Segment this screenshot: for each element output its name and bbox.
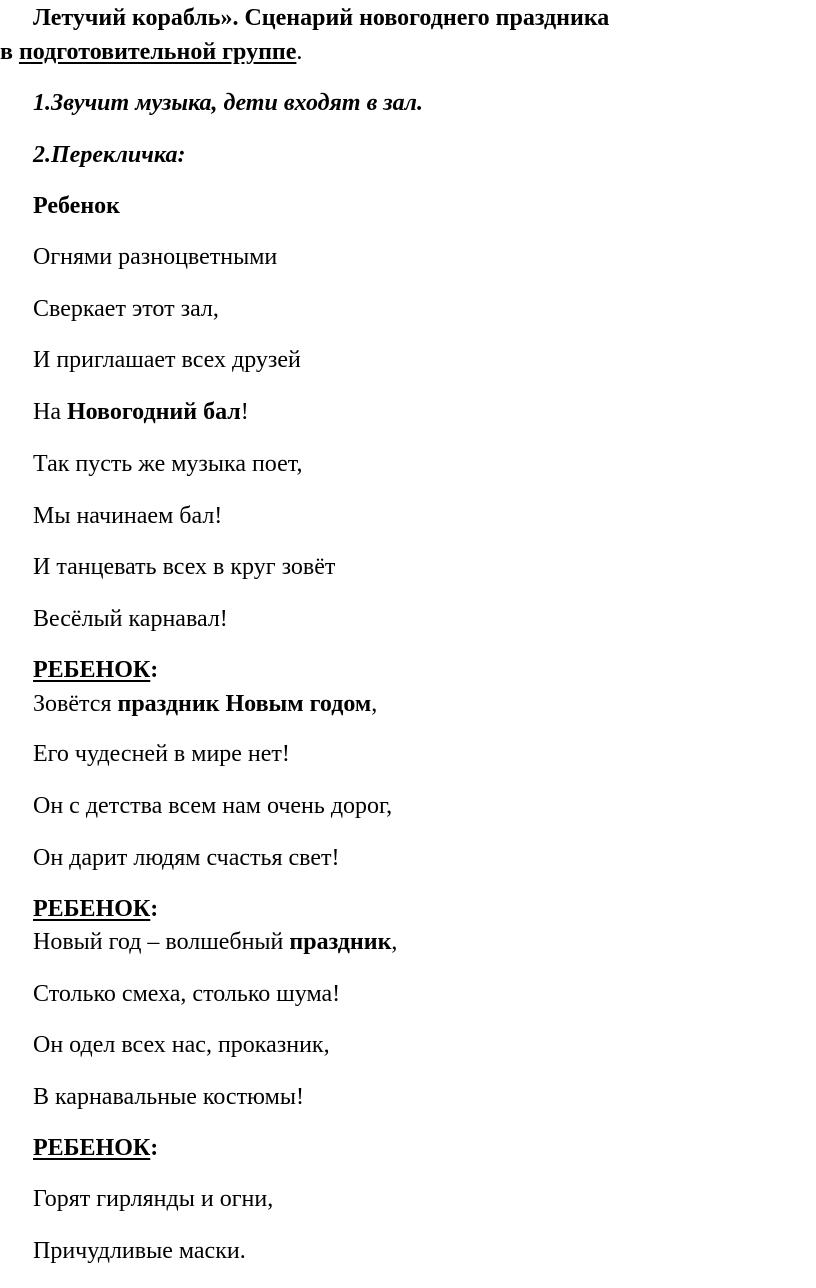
verse2-line-4: Он дарит людям счастья свет! xyxy=(33,845,340,871)
verse1-line-6: Мы начинаем бал! xyxy=(33,503,223,529)
verse1-line-8: Весёлый карнавал! xyxy=(33,606,228,632)
verse3-line-1-prefix: Новый год – волшебный xyxy=(33,929,290,955)
verse3-line-1-bold: праздник xyxy=(289,929,392,955)
verse2-line-1-bold: праздник Новым годом xyxy=(117,691,372,717)
verse3-speaker-label: РЕБЕНОК xyxy=(33,896,151,922)
title-prefix: в xyxy=(0,39,19,65)
verse4-line-1: Горят гирлянды и огни, xyxy=(33,1186,274,1212)
verse1-line-1: Огнями разноцветными xyxy=(33,244,278,270)
verse2-line-1-suffix: , xyxy=(371,691,378,717)
title-suffix: . xyxy=(296,39,303,65)
verse1-line-3: И приглашает всех друзей xyxy=(33,347,301,373)
verse2-line-1-prefix: Зовётся xyxy=(33,691,118,717)
verse2-line-2: Его чудесней в мире нет! xyxy=(33,741,290,767)
verse4-line-2: Причудливые маски. xyxy=(33,1238,246,1264)
verse4-speaker xyxy=(33,1134,158,1162)
verse2-line-3: Он с детства всем нам очень дорог, xyxy=(33,793,393,819)
verse2-speaker-label: РЕБЕНОК xyxy=(33,657,151,683)
verse1-line-2: Сверкает этот зал, xyxy=(33,296,219,322)
verse3-line-1-suffix: , xyxy=(391,929,398,955)
title-group-link: подготовительной группе xyxy=(18,39,297,65)
title-line-2 xyxy=(0,38,302,66)
verse1-line-4-prefix: На xyxy=(33,399,67,425)
verse1-line-4-bold: Новогодний бал xyxy=(66,399,241,425)
verse1-speaker: Ребенок xyxy=(33,193,120,219)
verse3-line-2: Столько смеха, столько шума! xyxy=(33,981,341,1007)
verse3-line-1 xyxy=(33,928,397,956)
verse1-line-5: Так пусть же музыка поет, xyxy=(33,451,303,477)
verse1-line-4 xyxy=(33,398,249,426)
verse3-line-4: В карнавальные костюмы! xyxy=(33,1084,304,1110)
step-2: 2.Перекличка: xyxy=(33,142,186,168)
verse3-speaker xyxy=(33,895,158,923)
verse2-line-1 xyxy=(33,690,377,718)
verse2-speaker-colon: : xyxy=(150,657,159,683)
verse2-speaker xyxy=(33,656,158,684)
title-text: Летучий корабль». Сценарий новогоднего праздника xyxy=(33,5,610,31)
verse4-speaker-colon: : xyxy=(150,1135,159,1161)
verse4-speaker-label: РЕБЕНОК xyxy=(33,1135,151,1161)
verse1-line-4-suffix: ! xyxy=(240,399,249,425)
step-1: 1.Звучит музыка, дети входят в зал. xyxy=(33,90,423,116)
verse1-line-7: И танцевать всех в круг зовёт xyxy=(33,554,336,580)
verse3-line-3: Он одел всех нас, проказник, xyxy=(33,1032,330,1058)
title-line-1 xyxy=(33,4,609,32)
verse3-speaker-colon: : xyxy=(150,896,159,922)
